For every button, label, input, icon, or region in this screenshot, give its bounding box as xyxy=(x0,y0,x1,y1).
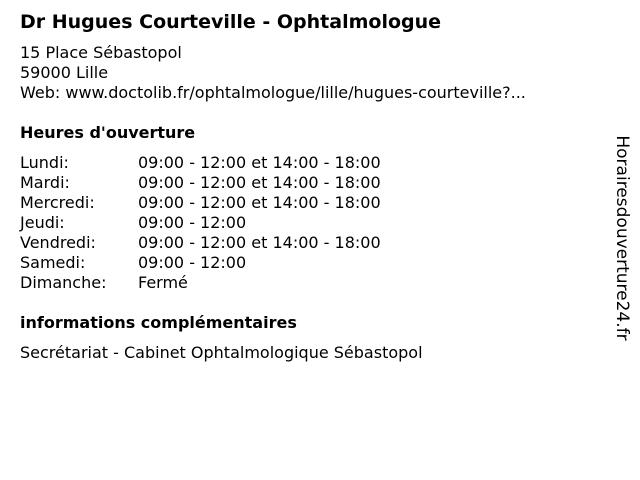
day-label: Lundi: xyxy=(20,153,69,172)
web-link[interactable]: Web: www.doctolib.fr/ophtalmologue/lille/hugues-courteville?... xyxy=(20,83,526,102)
day-label: Mercredi: xyxy=(20,193,95,212)
opening-hours-heading: Heures d'ouverture xyxy=(20,123,196,142)
day-label: Mardi: xyxy=(20,173,70,192)
site-watermark: Horairesdouverture24.fr xyxy=(612,135,632,341)
day-label: Jeudi: xyxy=(20,213,65,232)
hours-row-thursday xyxy=(20,213,600,233)
page-title: Dr Hugues Courteville - Ophtalmologue xyxy=(20,11,442,33)
time-range: 09:00 - 12:00 et 14:00 - 18:00 xyxy=(138,173,381,192)
day-label: Samedi: xyxy=(20,253,86,272)
hours-row-tuesday xyxy=(20,173,600,193)
additional-info-heading: informations complémentaires xyxy=(20,313,297,332)
time-range: 09:00 - 12:00 et 14:00 - 18:00 xyxy=(138,153,381,172)
day-label: Vendredi: xyxy=(20,233,96,252)
opening-hours-list xyxy=(20,153,600,293)
day-label: Dimanche: xyxy=(20,273,107,292)
time-range: 09:00 - 12:00 et 14:00 - 18:00 xyxy=(138,193,381,212)
time-range: 09:00 - 12:00 xyxy=(138,253,247,272)
time-range: 09:00 - 12:00 et 14:00 - 18:00 xyxy=(138,233,381,252)
listing-card xyxy=(20,10,600,363)
street-address: 15 Place Sébastopol xyxy=(20,43,182,62)
time-range: Fermé xyxy=(138,273,188,292)
address-block xyxy=(20,43,600,103)
hours-row-wednesday xyxy=(20,193,600,213)
city-postcode: 59000 Lille xyxy=(20,63,109,82)
time-range: 09:00 - 12:00 xyxy=(138,213,247,232)
hours-row-friday xyxy=(20,233,600,253)
hours-row-saturday xyxy=(20,253,600,273)
additional-info-text: Secrétariat - Cabinet Ophtalmologique Sébastopol xyxy=(20,343,423,362)
hours-row-monday xyxy=(20,153,600,173)
hours-row-sunday xyxy=(20,273,600,293)
